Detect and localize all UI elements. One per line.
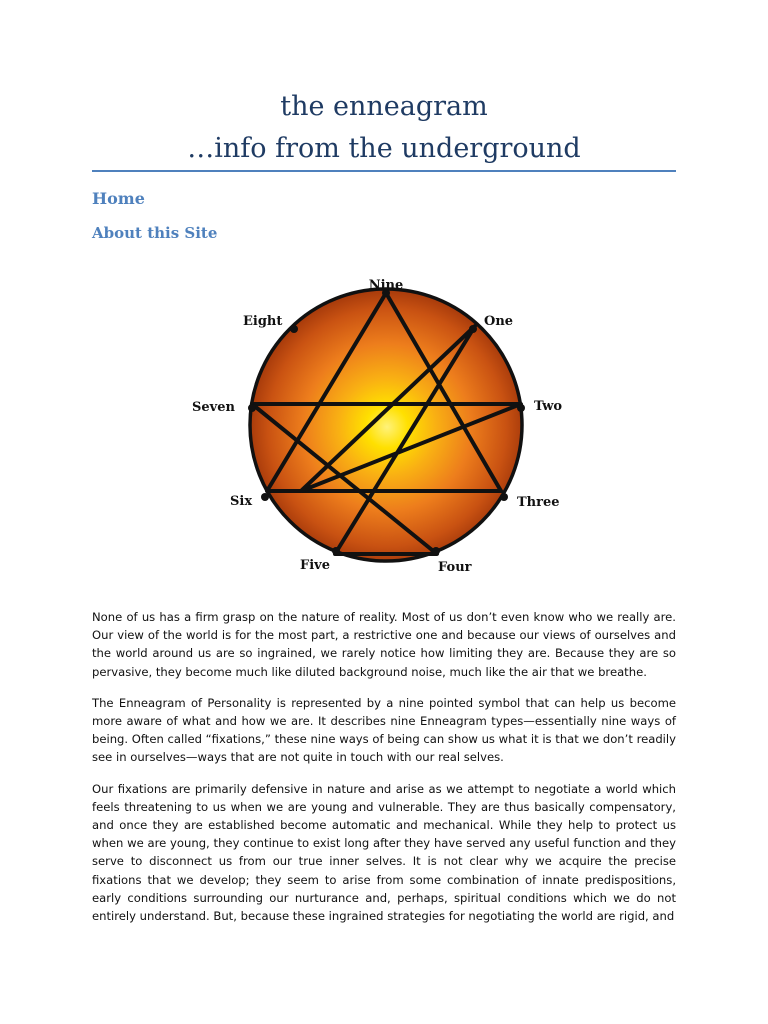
paragraph: None of us has a firm grasp on the nature of reality. Most of us don’t even know who we really are. Our view of the world is for the most part, a restrictive one and because our views of ourselves and the world around us are so ingrained, we rarely notice how limiting they are. Because they are so pervasive, they become much like diluted background noise, much like the air that we breathe.: [92, 610, 676, 679]
article-body: [92, 608, 676, 938]
point-two: [517, 404, 525, 412]
home-link[interactable]: Home: [92, 189, 145, 208]
enneagram-symbol: [190, 272, 563, 582]
title-divider: [92, 170, 676, 172]
point-five: [332, 547, 340, 555]
page-title-line-2: …info from the underground: [187, 133, 581, 164]
page-title-line-1: the enneagram: [280, 91, 488, 122]
paragraph: The Enneagram of Personality is represented by a nine pointed symbol that can help us become more aware of what and how we are. It describes nine Enneagram types—essentially nine ways of being. Often called “fixations,” these nine ways of being can show us what it is that we don’t readily see in ourselves—ways that are not quite in touch with our real selves.: [92, 695, 676, 765]
point-eight: [290, 325, 298, 333]
point-three: [500, 493, 508, 501]
about-site-link[interactable]: About this Site: [92, 224, 218, 242]
label-seven: Seven: [192, 400, 235, 415]
paragraph: Our fixations are primarily defensive in nature and arise as we attempt to negotiate a world which feels threatening to us when we are young and vulnerable. They are thus basically compensatory, and once they are established become automatic and mechanical. While they help to protect us when we are young, they continue to exist long after they have served any useful function and they serve to disconnect us from our true inner selves. It is not clear why we acquire the precise fixations that we develop; they seem to arise from some combination of innate predispositions, early conditions surrounding our nurturance and, perhaps, spiritual conditions which we do not entirely understand. But, because these ingrained strategies for negotiating the world are rigid, and: [92, 781, 676, 924]
point-seven: [248, 404, 256, 412]
label-four: Four: [438, 560, 472, 575]
point-four: [432, 547, 440, 555]
label-two: Two: [534, 399, 563, 414]
label-one: One: [484, 314, 514, 329]
label-five: Five: [300, 558, 330, 573]
label-eight: Eight: [243, 314, 283, 329]
label-nine: Nine: [368, 278, 404, 293]
point-one: [469, 325, 477, 333]
point-six: [261, 493, 269, 501]
label-three: Three: [517, 495, 560, 510]
label-six: Six: [230, 494, 253, 509]
